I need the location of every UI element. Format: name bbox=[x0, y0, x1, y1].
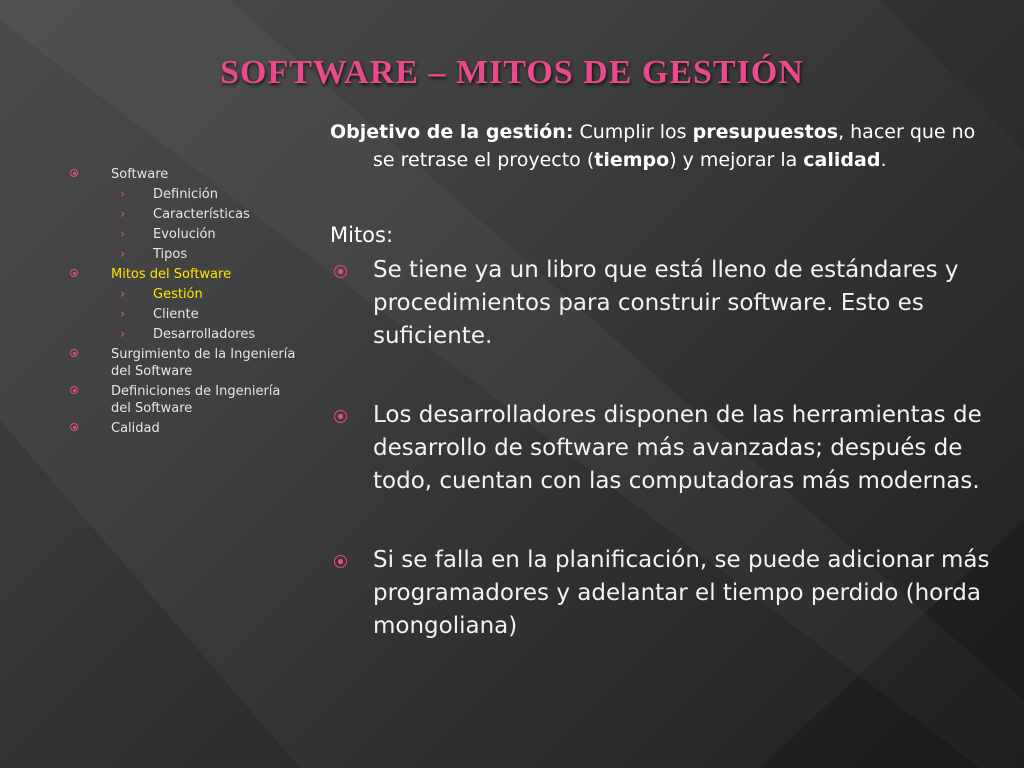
myths-heading: Mitos: bbox=[330, 223, 394, 247]
chevron-right-icon: › bbox=[120, 227, 126, 242]
sidebar-item-software[interactable] bbox=[70, 166, 300, 183]
chevron-right-icon: › bbox=[120, 207, 126, 222]
sidebar-item-cliente[interactable] bbox=[70, 306, 300, 323]
sidebar-item-label: Surgimiento de la Ingeniería del Software bbox=[111, 347, 296, 379]
myth-text: Si se falla en la planificación, se puede adicionar más programadores y adelantar el tiempo perdido (horda mongoliana) bbox=[373, 547, 990, 639]
sidebar-item-definiciones[interactable] bbox=[70, 383, 300, 417]
objective-text: ) y mejorar la bbox=[669, 149, 804, 171]
sidebar-outline bbox=[70, 166, 300, 440]
myth-item bbox=[330, 399, 1000, 498]
sidebar-item-caracteristicas[interactable] bbox=[70, 206, 300, 223]
objective-keyword: calidad bbox=[803, 149, 881, 171]
bullet-icon bbox=[334, 410, 347, 423]
bullet-icon bbox=[70, 386, 78, 394]
chevron-right-icon: › bbox=[120, 187, 126, 202]
sidebar-item-desarrolladores[interactable] bbox=[70, 326, 300, 343]
slide-content bbox=[330, 118, 1000, 643]
sidebar-item-surgimiento[interactable] bbox=[70, 346, 300, 380]
slide-title: SOFTWARE – MITOS DE GESTIÓN bbox=[220, 54, 804, 91]
sidebar-item-label: Evolución bbox=[153, 227, 216, 242]
sidebar-item-label: Cliente bbox=[153, 307, 199, 322]
myth-item bbox=[330, 544, 1000, 643]
objective-label: Objetivo de la gestión: bbox=[330, 121, 574, 143]
bullet-icon bbox=[70, 423, 78, 431]
sidebar-item-label: Mitos del Software bbox=[111, 267, 232, 282]
objective-text: Cumplir los bbox=[573, 121, 693, 143]
sidebar-item-evolucion[interactable] bbox=[70, 226, 300, 243]
sidebar-item-label: Gestión bbox=[153, 287, 203, 302]
chevron-right-icon: › bbox=[120, 287, 126, 302]
sidebar-item-definicion[interactable] bbox=[70, 186, 300, 203]
bullet-icon bbox=[334, 265, 347, 278]
myth-text: Los desarrolladores disponen de las herramientas de desarrollo de software más avanzadas; después de todo, cuentan con las computadoras más modernas. bbox=[373, 402, 982, 494]
objective-keyword: tiempo bbox=[594, 149, 670, 171]
sidebar-item-label: Definiciones de Ingeniería del Software bbox=[111, 384, 281, 416]
chevron-right-icon: › bbox=[120, 327, 126, 342]
myth-text: Se tiene ya un libro que está lleno de estándares y procedimientos para construir software. Esto es suficiente. bbox=[373, 257, 959, 349]
sidebar-item-gestion[interactable] bbox=[70, 286, 300, 303]
myth-item bbox=[330, 254, 1000, 353]
chevron-right-icon: › bbox=[120, 247, 126, 262]
objective-paragraph bbox=[330, 118, 1000, 174]
objective-keyword: presupuestos bbox=[692, 121, 839, 143]
objective-text: , hacer que no se retrase el proyecto ( bbox=[373, 121, 976, 171]
chevron-right-icon: › bbox=[120, 307, 126, 322]
sidebar-item-label: Software bbox=[111, 167, 169, 182]
bullet-icon bbox=[70, 169, 78, 177]
bullet-icon bbox=[70, 269, 78, 277]
sidebar-item-mitos[interactable] bbox=[70, 266, 300, 283]
bullet-icon bbox=[334, 555, 347, 568]
sidebar-item-label: Características bbox=[153, 207, 250, 222]
sidebar-item-label: Desarrolladores bbox=[153, 327, 256, 342]
sidebar-item-label: Tipos bbox=[153, 247, 188, 262]
sidebar-item-label: Definición bbox=[153, 187, 218, 202]
objective-text: . bbox=[880, 149, 887, 171]
sidebar-item-calidad[interactable] bbox=[70, 420, 300, 437]
sidebar-item-label: Calidad bbox=[111, 421, 160, 436]
sidebar-item-tipos[interactable] bbox=[70, 246, 300, 263]
bullet-icon bbox=[70, 349, 78, 357]
